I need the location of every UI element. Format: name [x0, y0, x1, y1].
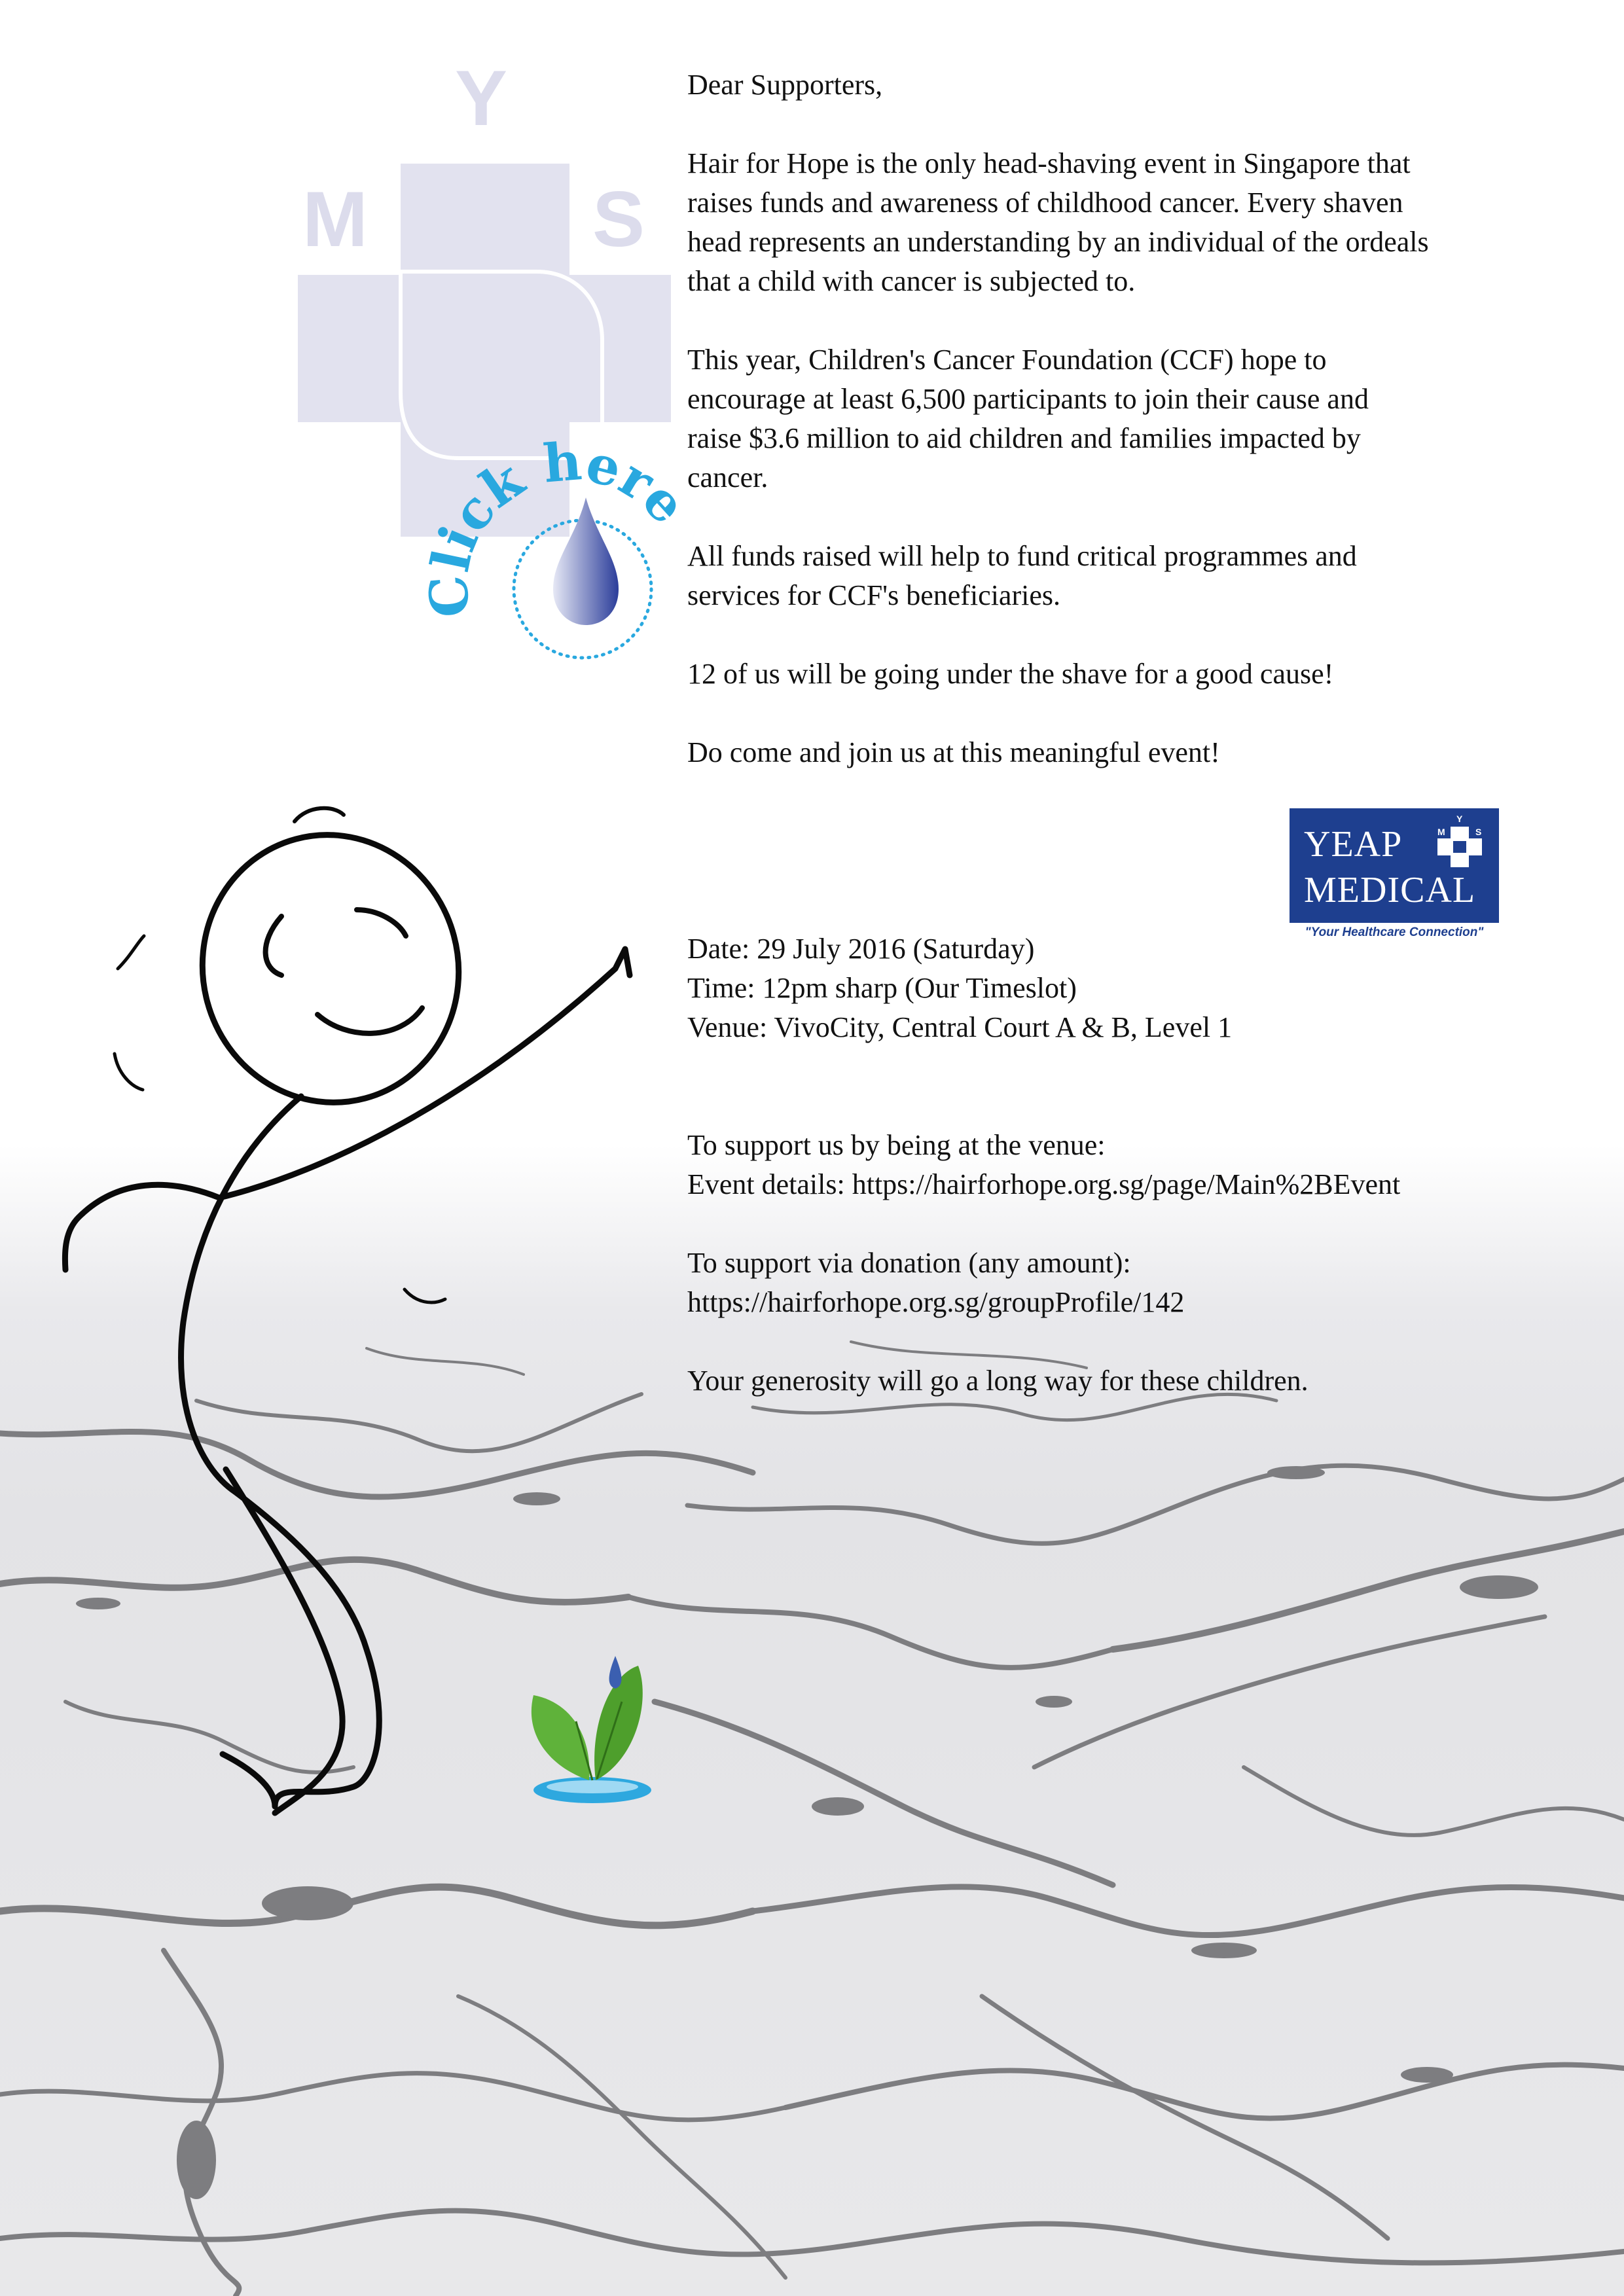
paragraph-1: Hair for Hope is the only head-shaving event in Singapore that raises funds and awareness of childhood cancer. Every shaven head represents an understanding by an individual of the ordeals that a child with cancer is subjected to.	[687, 147, 1429, 297]
brand-line-yeap: YEAP	[1304, 824, 1403, 865]
cracked-ground	[0, 1342, 1624, 2296]
event-details-link[interactable]: https://hairforhope.org.sg/page/Main%2BEvent	[852, 1168, 1401, 1200]
paragraph-3: All funds raised will help to fund critical programmes and services for CCF's beneficiaries.	[687, 540, 1357, 611]
greeting: Dear Supporters,	[687, 69, 883, 101]
support-info	[687, 1126, 1604, 1401]
stick-figure	[65, 806, 630, 1813]
event-details-line: Event details: https://hairforhope.org.sg/page/Main%2BEvent	[687, 1168, 1401, 1200]
venue-support-heading: To support us by being at the venue:	[687, 1129, 1106, 1161]
brand-mark-m: M	[1437, 827, 1445, 837]
yms-letter-y: Y	[455, 54, 508, 142]
event-venue: Venue: VivoCity, Central Court A & B, Level 1	[687, 1011, 1233, 1043]
event-date: Date: 29 July 2016 (Saturday)	[687, 933, 1035, 965]
water-drop-icon	[553, 497, 619, 625]
paragraph-5: Do come and join us at this meaningful event!	[687, 736, 1220, 768]
brand-line-medical: MEDICAL	[1304, 870, 1476, 910]
brand-mark-y: Y	[1456, 814, 1463, 824]
brand-cross-icon	[1427, 815, 1492, 874]
donation-heading: To support via donation (any amount):	[687, 1247, 1131, 1279]
donation-link[interactable]: https://hairforhope.org.sg/groupProfile/142	[687, 1286, 1185, 1318]
paragraph-2: This year, Children's Cancer Foundation (CCF) hope to encourage at least 6,500 participants to join their cause and raise $3.6 million to aid children and families impacted by cancer.	[687, 344, 1369, 493]
sprout-illustration	[532, 1656, 651, 1803]
event-info	[687, 929, 1591, 1047]
brand-tagline: "Your Healthcare Connection"	[1305, 925, 1484, 939]
yms-letter-m: M	[302, 175, 368, 263]
event-time: Time: 12pm sharp (Our Timeslot)	[687, 972, 1077, 1004]
donation-line	[687, 1283, 1604, 1322]
paragraph-4: 12 of us will be going under the shave for a good cause!	[687, 658, 1334, 690]
yms-letter-s: S	[592, 175, 645, 263]
click-here-label: lick here	[425, 430, 698, 577]
letter-body	[687, 65, 1591, 772]
closing-line: Your generosity will go a long way for these children.	[687, 1365, 1308, 1397]
yeap-medical-logo[interactable]	[1290, 808, 1499, 923]
click-here-button[interactable]	[425, 425, 700, 661]
brand-mark-s: S	[1475, 827, 1482, 837]
